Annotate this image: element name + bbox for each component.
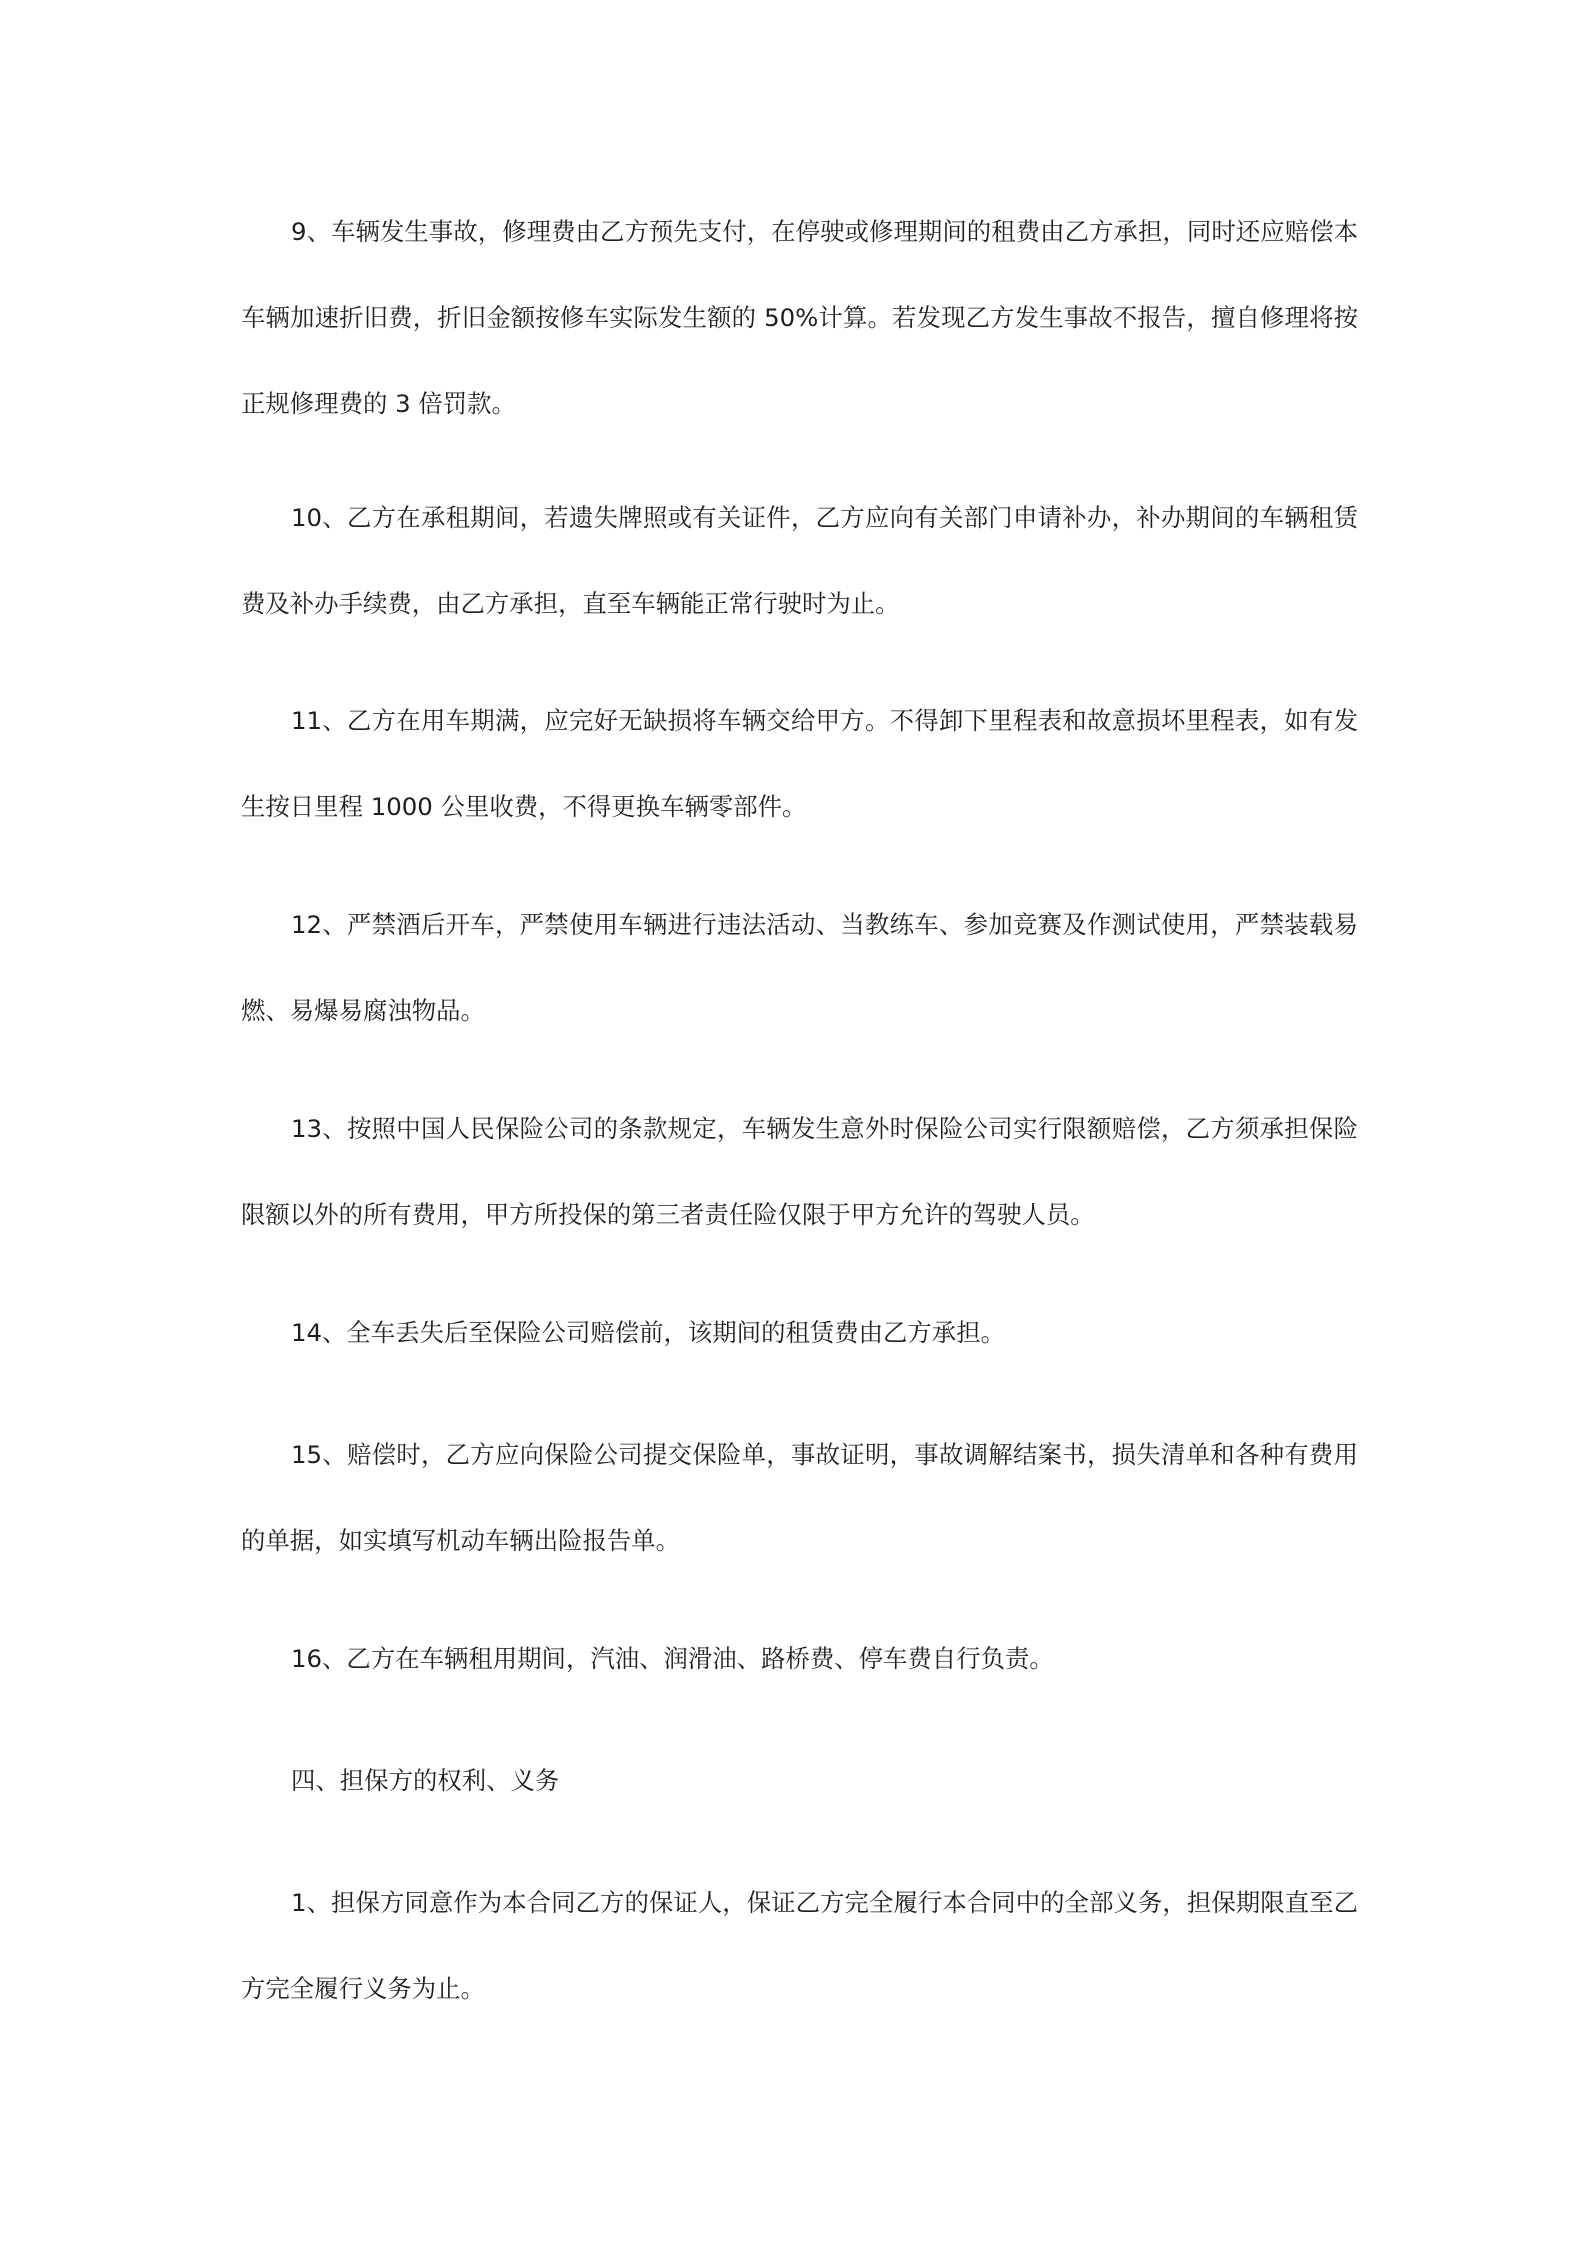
clause-10: 10、乙方在承租期间，若遗失牌照或有关证件，乙方应向有关部门申请补办，补办期间的车辆租赁费及补办手续费，由乙方承担，直至车辆能正常行驶时为止。 <box>241 503 1358 618</box>
section-heading: 四、担保方的权利、义务 <box>291 1766 560 1795</box>
clause-15: 15、赔偿时，乙方应向保险公司提交保险单，事故证明，事故调解结案书，损失清单和各种有费用的单据，如实填写机动车辆出险报告单。 <box>241 1440 1358 1555</box>
clause-13: 13、按照中国人民保险公司的条款规定，车辆发生意外时保险公司实行限额赔偿，乙方须承担保险限额以外的所有费用，甲方所投保的第三者责任险仅限于甲方允许的驾驶人员。 <box>241 1114 1358 1229</box>
clause-16: 16、乙方在车辆租用期间，汽油、润滑油、路桥费、停车费自行负责。 <box>291 1644 1054 1673</box>
guarantor-clause-1: 1、担保方同意作为本合同乙方的保证人，保证乙方完全履行本合同中的全部义务，担保期限直至乙方完全履行义务为止。 <box>241 1888 1358 2003</box>
clause-11: 11、乙方在用车期满，应完好无缺损将车辆交给甲方。不得卸下里程表和故意损坏里程表，如有发生按日里程 1000 公里收费，不得更换车辆零部件。 <box>241 706 1358 821</box>
clause-9: 9、车辆发生事故，修理费由乙方预先支付，在停驶或修理期间的租费由乙方承担，同时还应赔偿本车辆加速折旧费，折旧金额按修车实际发生额的 50%计算。若发现乙方发生事故不报告，擅自修理将按正规修理费的 3 倍罚款。 <box>241 217 1358 418</box>
clause-14: 14、全车丢失后至保险公司赔偿前，该期间的租赁费由乙方承担。 <box>291 1318 1005 1347</box>
clause-12: 12、严禁酒后开车，严禁使用车辆进行违法活动、当教练车、参加竞赛及作测试使用，严禁装载易燃、易爆易腐浊物品。 <box>241 910 1358 1025</box>
